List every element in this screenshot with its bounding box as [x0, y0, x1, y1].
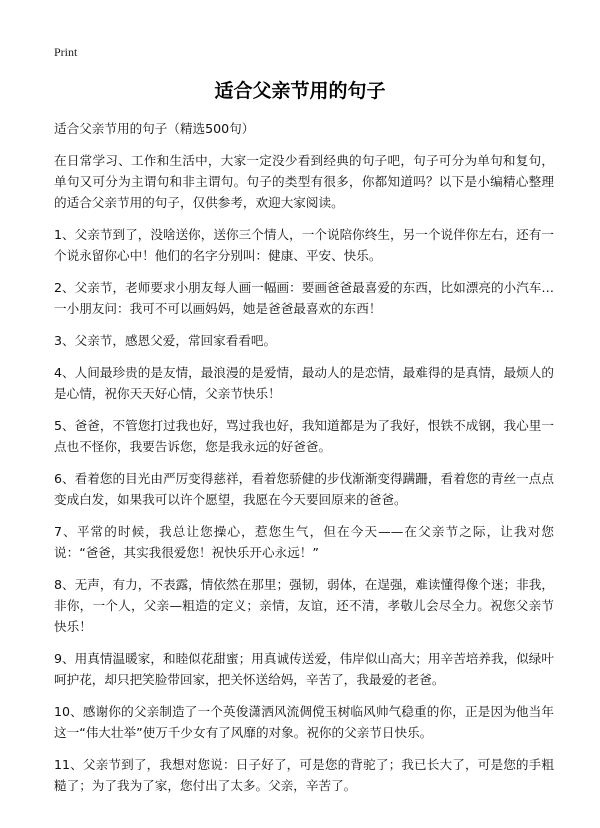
sentence-item-11: 11、父亲节到了，我想对您说：日子好了，可是您的背驼了；我已长大了，可是您的手粗糙了；为了我为了家，您付出了太多。父亲，辛苦了。 [54, 757, 554, 793]
sentence-item-8: 8、无声，有力，不表露，情依然在那里；强韧，弱体，在逞强，难读懂得像个迷；非我，非你，一个人，父亲—粗造的定义；亲情，友谊，还不清，孝敬儿会尽全力。祝您父亲节快乐！ [54, 577, 554, 634]
sentence-item-5: 5、爸爸，不管您打过我也好，骂过我也好，我知道都是为了我好，恨铁不成钢，我心里一点也不怪你，我要告诉您，您是我永远的好爸爸。 [54, 418, 554, 454]
article-subtitle: 适合父亲节用的句子（精选500句） [54, 121, 255, 136]
sentence-item-6: 6、看着您的目光由严厉变得慈祥，看着您骄健的步伐渐渐变得蹒跚，看着您的青丝一点点变成白发，如果我可以许个愿望，我愿在今天要回原来的爸爸。 [54, 471, 554, 507]
sentence-item-7: 7、平常的时候，我总让您操心，惹您生气，但在今天——在父亲节之际，让我对您说：“爸爸，其实我很爱您！祝快乐开心永远！” [54, 524, 554, 560]
sentence-item-9: 9、用真情温暖家，和睦似花甜蜜；用真诚传送爱，伟岸似山高大；用辛苦培养我，似绿叶呵护花，却只把笑脸带回家，把关怀送给妈，辛苦了，我最爱的老爸。 [54, 651, 554, 687]
intro-paragraph: 在日常学习、工作和生活中，大家一定没少看到经典的句子吧，句子可分为单句和复句，单句又可分为主谓句和非主谓句。句子的类型有很多，你都知道吗？以下是小编精心整理的适合父亲节用的句子，仅供参考，欢迎大家阅读。 [54, 153, 554, 210]
article-body [54, 118, 554, 807]
sentence-item-1: 1、父亲节到了，没啥送你，送你三个情人，一个说陪你终生，另一个说伴你左右，还有一个说永留你心中！他们的名字分别叫：健康、平安、快乐。 [54, 227, 554, 263]
print-link[interactable]: Print [54, 45, 78, 59]
sentence-item-2: 2、父亲节，老师要求小朋友每人画一幅画：要画爸爸最喜爱的东西，比如漂亮的小汽车…一小朋友问：我可不可以画妈妈，她是爸爸最喜欢的东西！ [54, 280, 554, 316]
page-title: 适合父亲节用的句子 [214, 80, 386, 102]
sentence-item-3: 3、父亲节，感恩父爱，常回家看看吧。 [54, 333, 277, 348]
sentence-item-4: 4、人间最珍贵的是友情，最浪漫的是爱情，最动人的是恋情，最难得的是真情，最烦人的是心情，祝你天天好心情，父亲节快乐！ [54, 365, 554, 401]
sentence-item-10: 10、感谢你的父亲制造了一个英俊潇洒风流倜傥玉树临风帅气稳重的你，正是因为他当年这一“伟大壮举”使万千少女有了风靡的对象。祝你的父亲节日快乐。 [54, 704, 554, 740]
